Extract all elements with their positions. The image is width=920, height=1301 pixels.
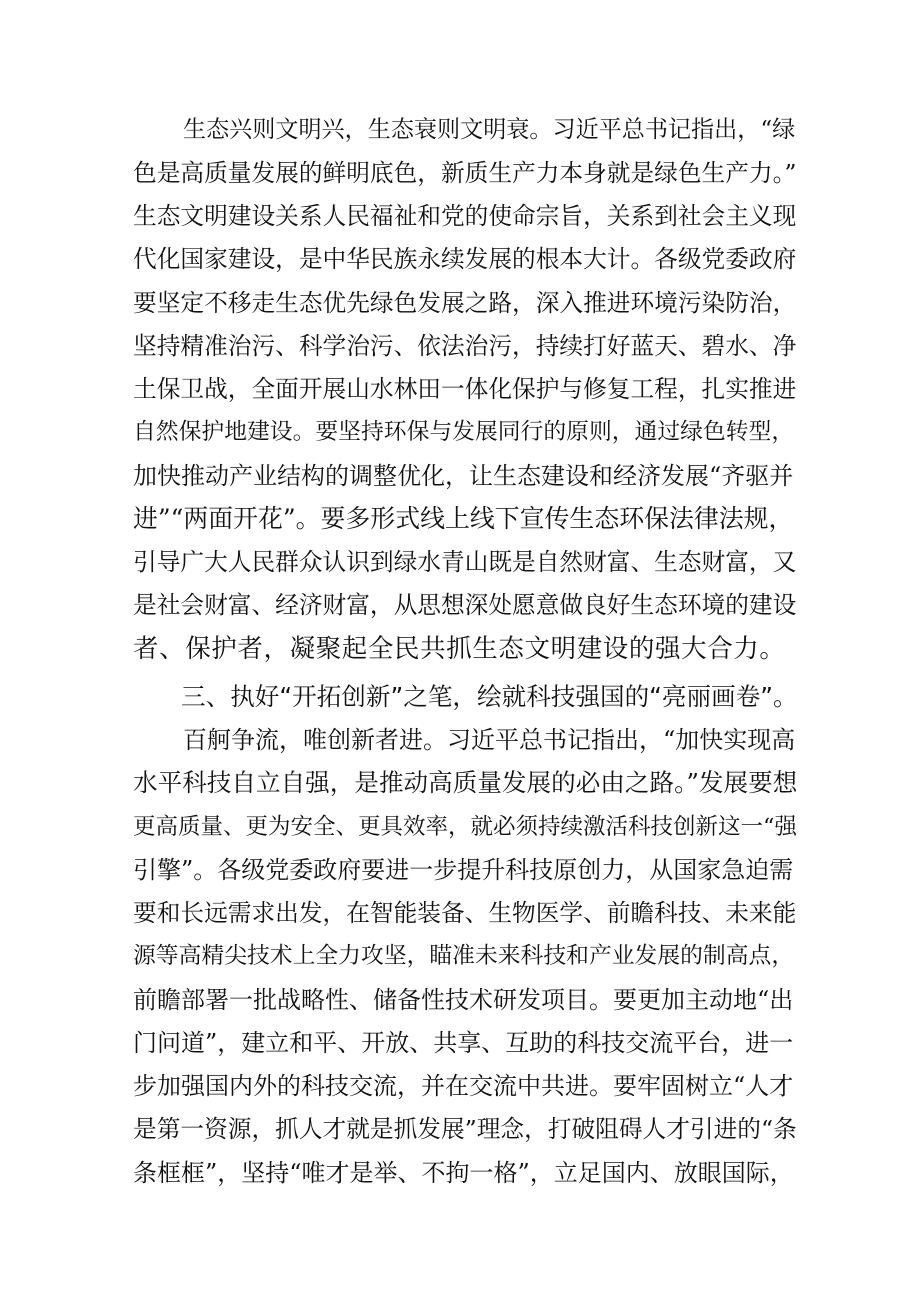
- paragraph-line: 引擎”。各级党委政府要进一步提升科技原创力，从国家急迫需: [133, 856, 794, 884]
- paragraph-line: 色是高质量发展的鲜明底色，新质生产力本身就是绿色生产力。”: [133, 159, 797, 187]
- paragraph-line: 门问道”，建立和平、开放、共享、互助的科技交流平台，进一: [133, 1029, 794, 1057]
- paragraph-line: 百舸争流，唯创新者进。习近平总书记指出，“加快实现高: [183, 726, 796, 754]
- paragraph-line: 条框框”，坚持“唯才是举、不拘一格”，立足国内、放眼国际，: [133, 1159, 794, 1187]
- paragraph-line: 代化国家建设，是中华民族永续发展的根本大计。各级党委政府: [133, 245, 797, 273]
- paragraph-line: 是社会财富、经济财富，从思想深处愿意做良好生态环境的建设: [133, 591, 797, 619]
- paragraph-line: 生态文明建设关系人民福祉和党的使命宗旨，关系到社会主义现: [133, 202, 797, 230]
- paragraph-line: 进”“两面开花”。要多形式线上线下宣传生态环保法律法规，: [133, 504, 794, 533]
- paragraph-line: 引导广大人民群众认识到绿水青山既是自然财富、生态财富，又: [133, 548, 797, 576]
- paragraph-line: 坚持精准治污、科学治污、依法治污，持续打好蓝天、碧水、净: [133, 332, 797, 360]
- paragraph-line: 加快推动产业结构的调整优化，让生态建设和经济发展“齐驱并: [133, 462, 794, 490]
- paragraph-line: 前瞻部署一批战略性、储备性技术研发项目。要更加主动地“出: [133, 986, 794, 1014]
- paragraph-line: 更高质量、更为安全、更具效率，就必须持续激活科技创新这一“强: [133, 814, 798, 840]
- paragraph-line: 水平科技自立自强，是推动高质量发展的必由之路。”发展要想: [133, 768, 798, 797]
- paragraph-line: 是第一资源，抓人才就是抓发展”理念，打破阻碍人才引进的“条: [133, 1115, 797, 1143]
- paragraph-line: 要和长远需求出发，在智能装备、生物医学、前瞻科技、未来能: [133, 899, 797, 927]
- paragraph-line: 土保卫战，全面开展山水林田一体化保护与修复工程，扎实推进: [133, 375, 797, 403]
- paragraph-line: 者、保护者，凝聚起全民共抓生态文明建设的强大合力。: [133, 634, 786, 664]
- section-heading: 三、执好“开拓创新”之笔，绘就科技强国的“亮丽画卷”。: [181, 682, 798, 711]
- paragraph-line: 要坚定不移走生态优先绿色发展之路，深入推进环境污染防治，: [133, 289, 797, 317]
- paragraph-line: 自然保护地建设。要坚持环保与发展同行的原则，通过绿色转型，: [133, 419, 795, 445]
- paragraph-line: 源等高精尖技术上全力攻坚，瞄准未来科技和产业发展的制高点，: [133, 943, 795, 969]
- paragraph-line: 生态兴则文明兴，生态衰则文明衰。习近平总书记指出，“绿: [183, 117, 796, 143]
- paragraph-line: 步加强国内外的科技交流，并在交流中共进。要牢固树立“人才: [133, 1072, 794, 1100]
